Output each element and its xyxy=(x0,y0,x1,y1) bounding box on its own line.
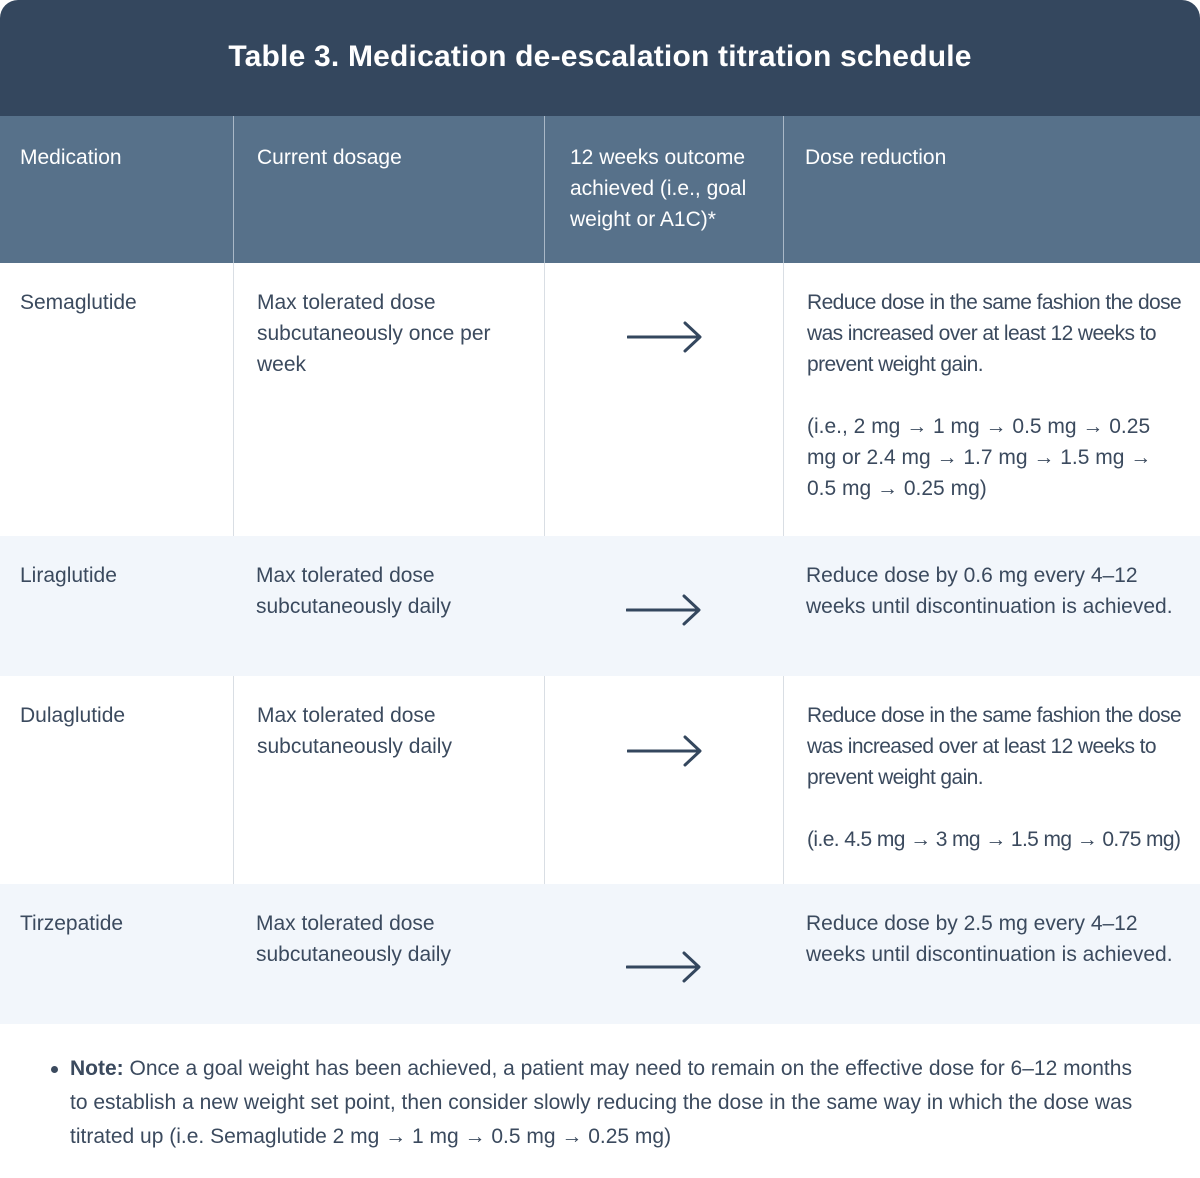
right-arrow-icon xyxy=(626,951,702,983)
note-text: Once a goal weight has been achieved, a patient may need to remain on the effective dose for 6–12 months to establish a new weight set point, then consider slowly reducing the dose in the same way in which the dose was titrated up (i.e. Semaglutide 2 mg → 1 mg → 0.5 mg → 0.25 mg) xyxy=(70,1057,1133,1148)
dose-reduction xyxy=(783,884,1200,1024)
table-row-liraglutide xyxy=(0,536,1200,676)
outcome-cell xyxy=(544,884,783,1024)
table-title-bar xyxy=(0,0,1200,116)
right-arrow-icon xyxy=(627,321,703,353)
dose-reduction-text: Reduce dose in the same fashion the dose was increased over at least 12 weeks to prevent weight gain. xyxy=(807,704,1182,789)
titration-table xyxy=(0,116,1200,1024)
medication-name: Liraglutide xyxy=(20,564,117,587)
current-dosage: Max tolerated dose subcutaneously once per week xyxy=(233,263,544,536)
table-row-dulaglutide xyxy=(0,676,1200,884)
dose-reduction-text: Reduce dose in the same fashion the dose was increased over at least 12 weeks to prevent weight gain. xyxy=(807,291,1182,376)
medication-name: Semaglutide xyxy=(20,291,137,314)
note-item xyxy=(48,1052,1140,1154)
outcome-cell xyxy=(544,676,783,884)
dose-reduction-text: Reduce dose by 0.6 mg every 4–12 weeks until discontinuation is achieved. xyxy=(806,564,1173,618)
dose-reduction-example: (i.e. 4.5 mg → 3 mg → 1.5 mg → 0.75 mg) xyxy=(807,828,1181,851)
dose-reduction xyxy=(783,263,1200,536)
current-dosage: Max tolerated dose subcutaneously daily xyxy=(256,564,451,618)
dose-reduction xyxy=(783,536,1200,676)
current-dosage: Max tolerated dose subcutaneously daily xyxy=(233,676,544,884)
column-header-current-dosage: Current dosage xyxy=(233,116,544,263)
outcome-cell xyxy=(544,263,783,536)
table-header-row xyxy=(0,116,1200,263)
note-paragraph xyxy=(70,1052,1140,1154)
dose-reduction-example: (i.e., 2 mg → 1 mg → 0.5 mg → 0.25 mg or 2.4 mg → 1.7 mg → 1.5 mg → 0.5 mg → 0.25 mg) xyxy=(807,415,1152,500)
right-arrow-icon xyxy=(627,735,703,767)
column-header-medication: Medication xyxy=(20,146,122,169)
column-header-outcome: 12 weeks outcome achieved (i.e., goal weight or A1C)* xyxy=(544,116,783,263)
current-dosage: Max tolerated dose subcutaneously daily xyxy=(256,912,451,966)
table-row-semaglutide xyxy=(0,263,1200,536)
dose-reduction xyxy=(783,676,1200,884)
outcome-cell xyxy=(544,536,783,676)
column-header-dose-reduction: Dose reduction xyxy=(783,116,1200,263)
dose-reduction-text: Reduce dose by 2.5 mg every 4–12 weeks until discontinuation is achieved. xyxy=(806,912,1173,966)
table-title: Table 3. Medication de-escalation titration schedule xyxy=(228,40,972,73)
table-row-tirzepatide xyxy=(0,884,1200,1024)
footnote-area xyxy=(0,1024,1200,1154)
medication-name: Dulaglutide xyxy=(20,704,126,727)
note-label: Note: xyxy=(70,1057,124,1080)
medication-name: Tirzepatide xyxy=(20,912,124,935)
right-arrow-icon xyxy=(626,594,702,626)
bullet-icon xyxy=(48,1052,70,1154)
